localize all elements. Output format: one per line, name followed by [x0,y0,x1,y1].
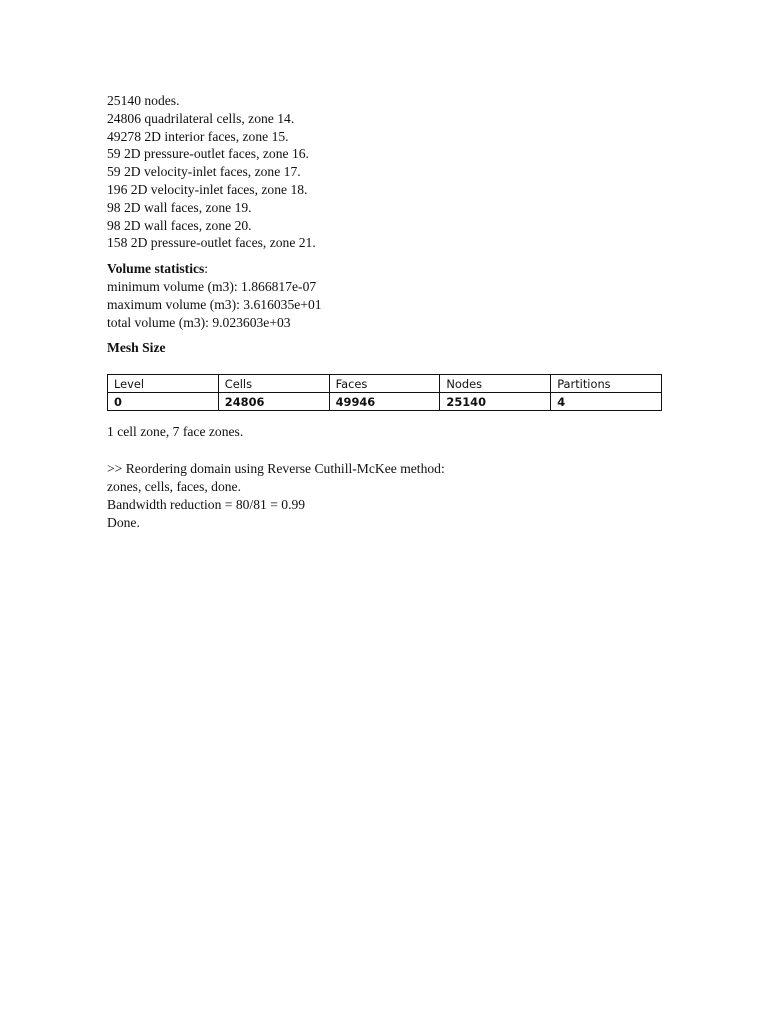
table-header-row [108,375,662,393]
zone-line: 98 2D wall faces, zone 19. [107,199,252,215]
zone-line: 196 2D velocity-inlet faces, zone 18. [107,181,308,197]
table-row [108,393,662,411]
reordering-line: Bandwidth reduction = 80/81 = 0.99 [107,496,306,512]
table-cell: 0 [108,393,219,411]
table-header-cell: Level [108,375,219,393]
zone-line: 25140 nodes. [107,93,180,108]
table-header-cell: Nodes [440,375,551,393]
zone-line: 158 2D pressure-outlet faces, zone 21. [107,235,316,251]
reordering-line: >> Reordering domain using Reverse Cuthill-McKee method: [107,461,445,477]
zone-line: 59 2D velocity-inlet faces, zone 17. [107,164,301,180]
volume-statistics-section [107,260,667,331]
mesh-size-table [107,374,662,411]
volume-statistics-heading-line [107,260,667,278]
volume-stat-line: maximum volume (m3): 3.616035e+01 [107,296,322,312]
table-cell: 25140 [440,393,551,411]
volume-stat-line: total volume (m3): 9.023603e+03 [107,314,291,330]
zone-line: 24806 quadrilateral cells, zone 14. [107,110,295,126]
table-cell: 49946 [329,393,440,411]
mesh-size-title: Mesh Size [107,340,166,356]
volume-statistics-colon: : [204,261,209,277]
reordering-line: Done. [107,514,140,530]
mesh-size-section [107,339,667,411]
reordering-line: zones, cells, faces, done. [107,478,241,494]
zone-line: 98 2D wall faces, zone 20. [107,217,252,233]
zone-summary: 1 cell zone, 7 face zones. [107,424,244,440]
zone-list [107,92,667,252]
zone-line: 49278 2D interior faces, zone 15. [107,128,289,144]
table-header-cell: Partitions [551,375,662,393]
reordering-section [107,460,667,531]
document-page [107,92,667,531]
volume-stat-line: minimum volume (m3): 1.866817e-07 [107,278,317,294]
table-header-cell: Faces [329,375,440,393]
volume-statistics-heading: Volume statistics [107,261,205,277]
table-cell: 24806 [218,393,329,411]
table-cell: 4 [551,393,662,411]
table-header-cell: Cells [218,375,329,393]
zone-line: 59 2D pressure-outlet faces, zone 16. [107,146,309,162]
